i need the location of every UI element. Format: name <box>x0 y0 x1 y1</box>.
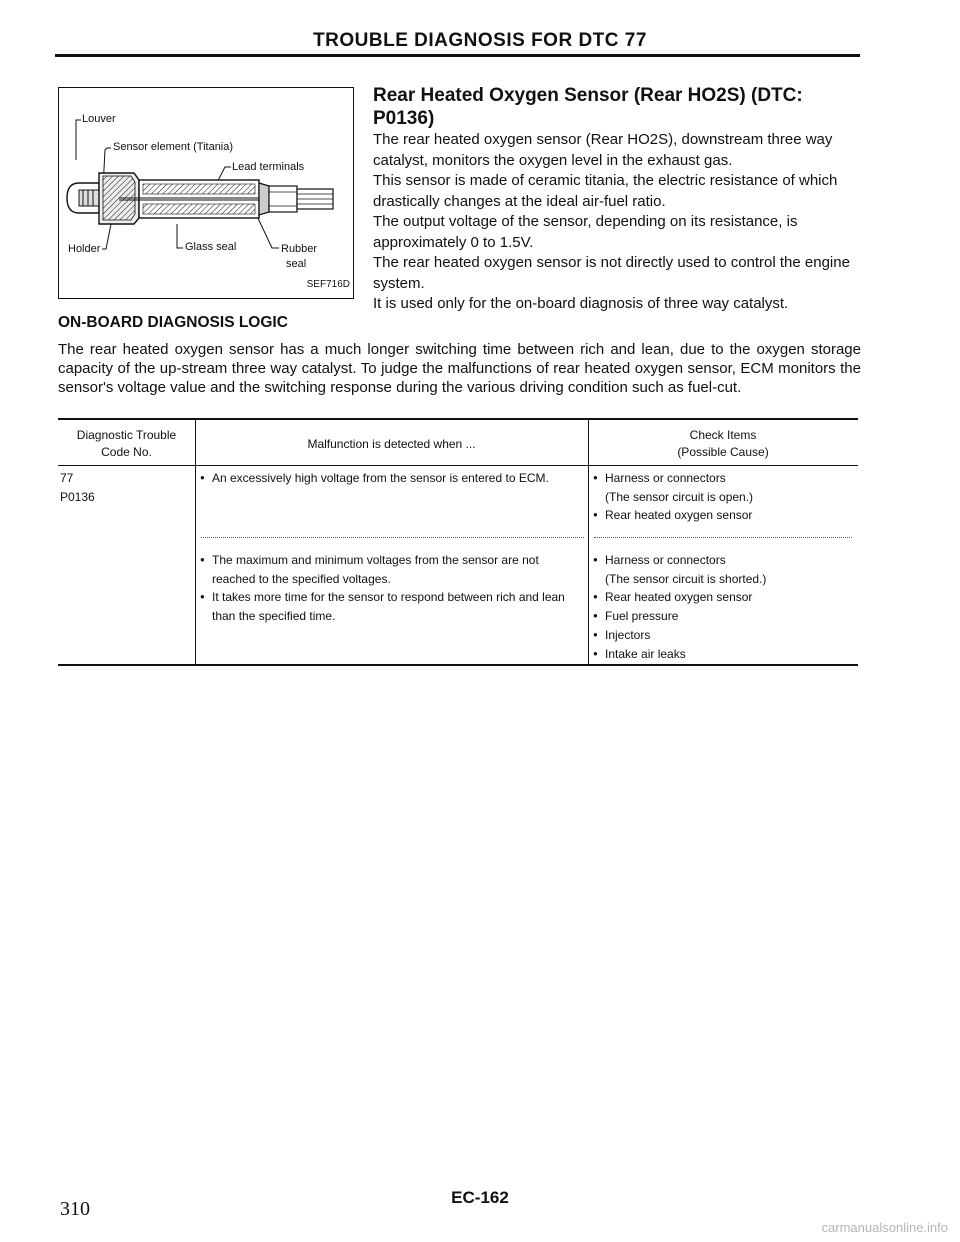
malfunction-item: ● An excessively high voltage from the sensor is entered to ECM. <box>200 469 585 488</box>
header-check-line1: Check Items <box>689 428 757 442</box>
section-paragraph: The rear heated oxygen sensor (Rear HO2S), downstream three way catalyst, monitors the oxygen level in the exhaust gas. <box>373 131 833 169</box>
header-code <box>58 427 195 461</box>
table-row-divider <box>201 537 584 538</box>
table-column-divider <box>195 420 196 664</box>
check-item: ● Rear heated oxygen sensor <box>593 588 855 607</box>
table-row-divider <box>594 537 852 538</box>
section-paragraph: This sensor is made of ceramic titania, the electric resistance of which drastically changes at the ideal air-fuel ratio. <box>373 172 838 210</box>
section-title-line1: Rear Heated Oxygen Sensor (Rear HO2S) (DTC: <box>373 85 803 106</box>
header-rule <box>55 54 860 57</box>
malfunction-item: ● It takes more time for the sensor to respond between rich and lean than the specified time. <box>200 588 585 625</box>
section-paragraph: It is used only for the on-board diagnosis of three way catalyst. <box>373 295 789 312</box>
header-malfunction: Malfunction is detected when ... <box>307 437 476 451</box>
section-paragraph: The rear heated oxygen sensor is not directly used to control the engine system. <box>373 254 850 292</box>
malfunction-cell <box>200 469 585 488</box>
label-holder: Holder <box>68 243 101 255</box>
watermark: carmanualsonline.info <box>821 1220 948 1235</box>
check-item: ● Rear heated oxygen sensor <box>593 506 855 525</box>
malfunction-item: ● The maximum and minimum voltages from the sensor are not reached to the specified voltages. <box>200 551 585 588</box>
table-bottom-rule <box>58 664 858 666</box>
header-check-items <box>588 427 858 461</box>
header-code-line1: Diagnostic Trouble <box>76 428 177 442</box>
label-louver: Louver <box>82 113 116 125</box>
malfunction-cell <box>200 551 585 626</box>
label-lead-terminals: Lead terminals <box>232 161 305 173</box>
check-item: ● Harness or connectors <box>593 469 855 488</box>
check-item: ● Fuel pressure <box>593 607 855 626</box>
label-rubber-seal-2: seal <box>286 258 307 270</box>
figure-code: SEF716D <box>306 279 350 290</box>
dtc-code-cell <box>60 469 95 506</box>
table-top-rule <box>58 418 858 420</box>
dtc-code: P0136 <box>60 489 95 504</box>
check-cell <box>593 469 855 525</box>
sensor-figure <box>58 87 354 299</box>
label-rubber-seal: Rubber <box>281 243 318 255</box>
section-paragraph: The output voltage of the sensor, depending on its resistance, is approximately 0 to 1.5V. <box>373 213 798 251</box>
section-title <box>373 84 863 130</box>
table-header-rule <box>58 465 858 466</box>
section-body <box>373 130 863 315</box>
page-number: 310 <box>60 1198 90 1220</box>
page-code: EC-162 <box>451 1188 509 1207</box>
section-title-line2: P0136) <box>373 108 435 129</box>
check-note: (The sensor circuit is open.) <box>605 489 754 504</box>
page-title: TROUBLE DIAGNOSIS FOR DTC 77 <box>313 30 647 51</box>
check-item: ● Intake air leaks <box>593 645 855 664</box>
obd-heading: ON-BOARD DIAGNOSIS LOGIC <box>58 314 288 331</box>
dtc-code: 77 <box>60 471 74 485</box>
check-item: ● Injectors <box>593 626 855 645</box>
check-note: (The sensor circuit is shorted.) <box>605 571 767 586</box>
header-code-line2: Code No. <box>101 445 152 459</box>
label-sensor-element: Sensor element (Titania) <box>113 141 234 153</box>
obd-body: The rear heated oxygen sensor has a much longer switching time between rich and lean, due to the oxygen storage capacity of the up-stream three way catalyst. To judge the malfunctions of rear heated oxygen sensor, ECM monitors the sensor's voltage value and the switching response during the various driving condition such as fuel-cut. <box>58 341 861 396</box>
header-check-line2: (Possible Cause) <box>677 445 769 459</box>
check-item: ● Harness or connectors <box>593 551 855 570</box>
label-glass-seal: Glass seal <box>185 241 237 253</box>
check-cell <box>593 551 855 663</box>
